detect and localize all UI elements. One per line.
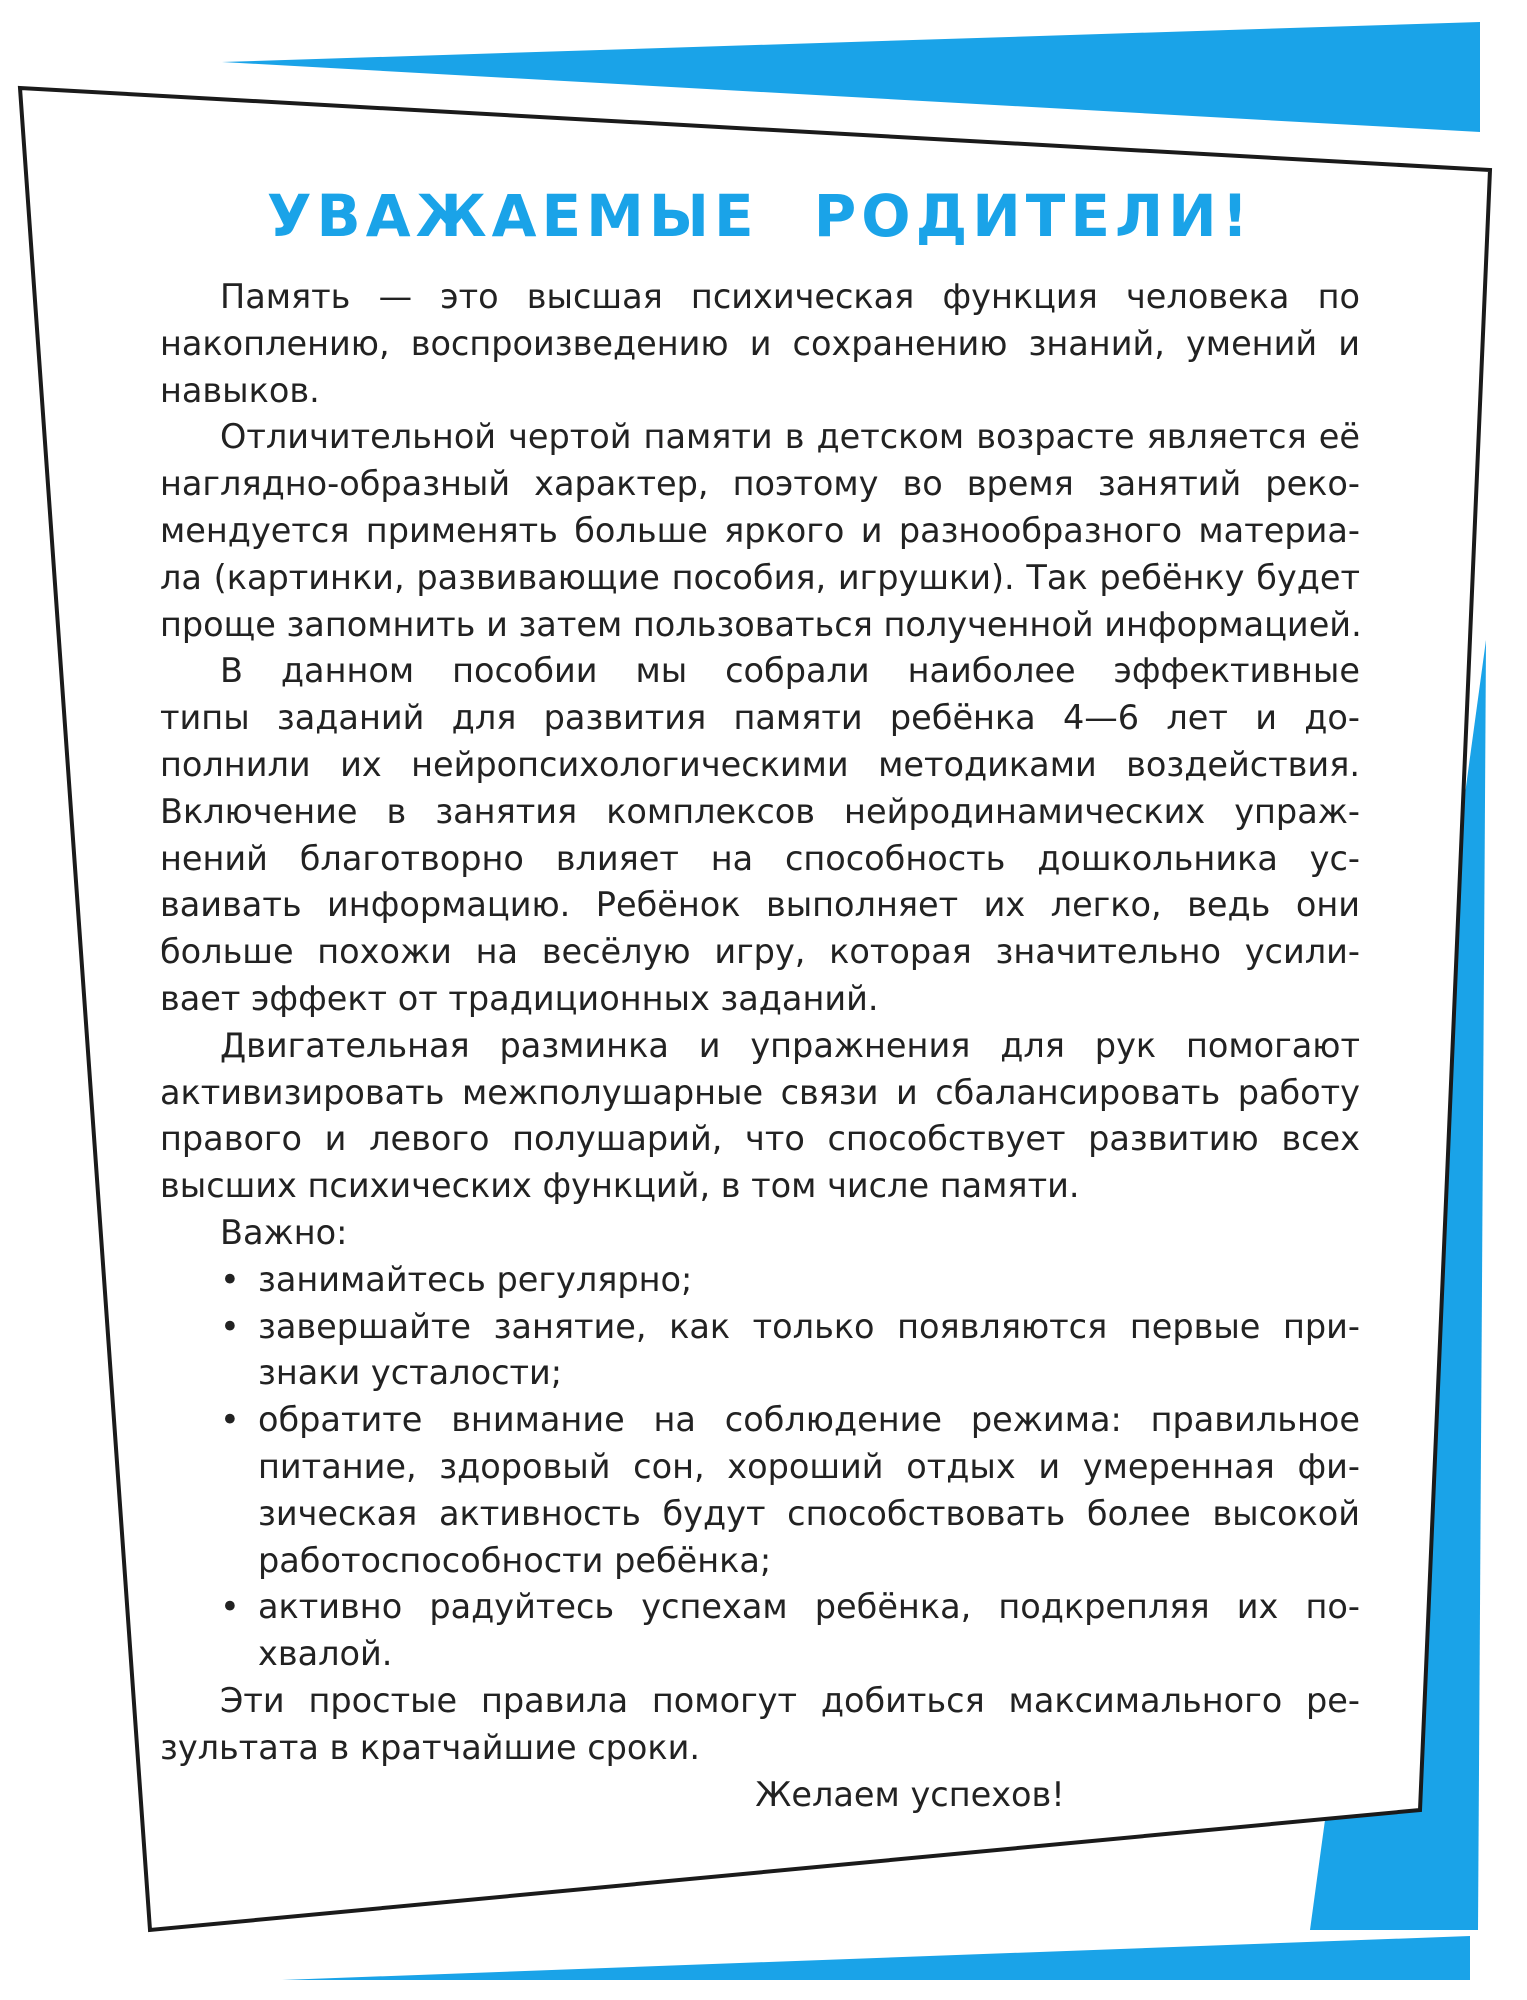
text-line: Память — это высшая психическая функция человека по — [220, 277, 1360, 316]
closing-wish: Желаем успехов! — [755, 1774, 1065, 1814]
text-line: В данном пособии мы собрали наиболее эффективные — [220, 651, 1360, 691]
text-line: навыков. — [160, 370, 320, 410]
bullet-icon: • — [220, 1587, 240, 1627]
text-line: вает эффект от традиционных заданий. — [160, 978, 879, 1018]
text-line: нений благотворно влияет на способность дошкольника ус- — [160, 838, 1360, 878]
list-item-text: активно радуйтесь успехам ребёнка, подкрепляя их по- — [258, 1587, 1360, 1627]
text-line: Двигательная разминка и упражнения для рук помогают — [220, 1025, 1360, 1065]
bottom-accent-stripe — [282, 1936, 1470, 1980]
text-line: наглядно-образный характер, поэтому во время занятий реко- — [160, 464, 1360, 504]
text-line: типы заданий для развития памяти ребёнка 4—6 лет и до- — [160, 698, 1360, 738]
page-title: УВАЖАЕМЫЕ РОДИТЕЛИ! — [266, 182, 1254, 250]
paragraph-4 — [160, 1023, 1360, 1210]
list-item-continuation: работоспособности ребёнка; — [258, 1540, 772, 1580]
list-item-continuation: питание, здоровый сон, хороший отдых и умеренная фи- — [258, 1446, 1360, 1486]
bullet-icon: • — [220, 1306, 240, 1346]
bullet-list — [160, 1257, 1360, 1678]
important-label: Важно: — [220, 1212, 348, 1252]
paragraph-1 — [160, 274, 1360, 414]
text-line: Включение в занятия комплексов нейродинамических упраж- — [160, 791, 1360, 831]
paragraph-2 — [160, 414, 1360, 648]
list-item-text: завершайте занятие, как только появляются первые при- — [258, 1306, 1360, 1346]
text-line: ваивать информацию. Ребёнок выполняет их легко, ведь они — [160, 885, 1360, 925]
bullet-icon: • — [220, 1259, 240, 1299]
text-line: ла (картинки, развивающие пособия, игрушки). Так ребёнку будет — [160, 557, 1360, 597]
text-line: Отличительной чертой памяти в детском возрасте является её — [220, 417, 1360, 457]
text-line: правого и левого полушарий, что способствует развитию всех — [160, 1119, 1360, 1159]
list-item — [160, 1397, 1360, 1444]
list-item-text: занимайтесь регулярно; — [258, 1259, 693, 1299]
closing-paragraph — [160, 1678, 1360, 1772]
paragraph-3 — [160, 648, 1360, 1022]
text-line: мендуется применять больше яркого и разнообразного материа- — [160, 510, 1360, 550]
list-item — [160, 1584, 1360, 1631]
list-item-text: обратите внимание на соблюдение режима: правильное — [258, 1400, 1360, 1440]
text-line: полнили их нейропсихологическими методиками воздействия. — [160, 744, 1360, 784]
text-line: Эти простые правила помогут добиться максимального ре- — [220, 1680, 1360, 1720]
text-line: больше похожи на весёлую игру, которая значительно усили- — [160, 932, 1360, 972]
text-line: активизировать межполушарные связи и сбалансировать работу — [160, 1072, 1360, 1112]
list-item — [160, 1257, 1360, 1304]
text-line: накоплению, воспроизведению и сохранению знаний, умений и — [160, 323, 1360, 363]
list-item — [160, 1304, 1360, 1351]
text-line: высших психических функций, в том числе памяти. — [160, 1166, 1080, 1206]
list-item-continuation: хвалой. — [258, 1634, 393, 1674]
text-line: зультата в кратчайшие сроки. — [160, 1727, 701, 1767]
letter-content — [160, 176, 1360, 1818]
list-item-continuation: знаки усталости; — [258, 1353, 563, 1393]
list-item-continuation: зическая активность будут способствовать более высокой — [258, 1493, 1360, 1533]
text-line: проще запомнить и затем пользоваться полученной информацией. — [160, 604, 1362, 644]
bullet-icon: • — [220, 1400, 240, 1440]
